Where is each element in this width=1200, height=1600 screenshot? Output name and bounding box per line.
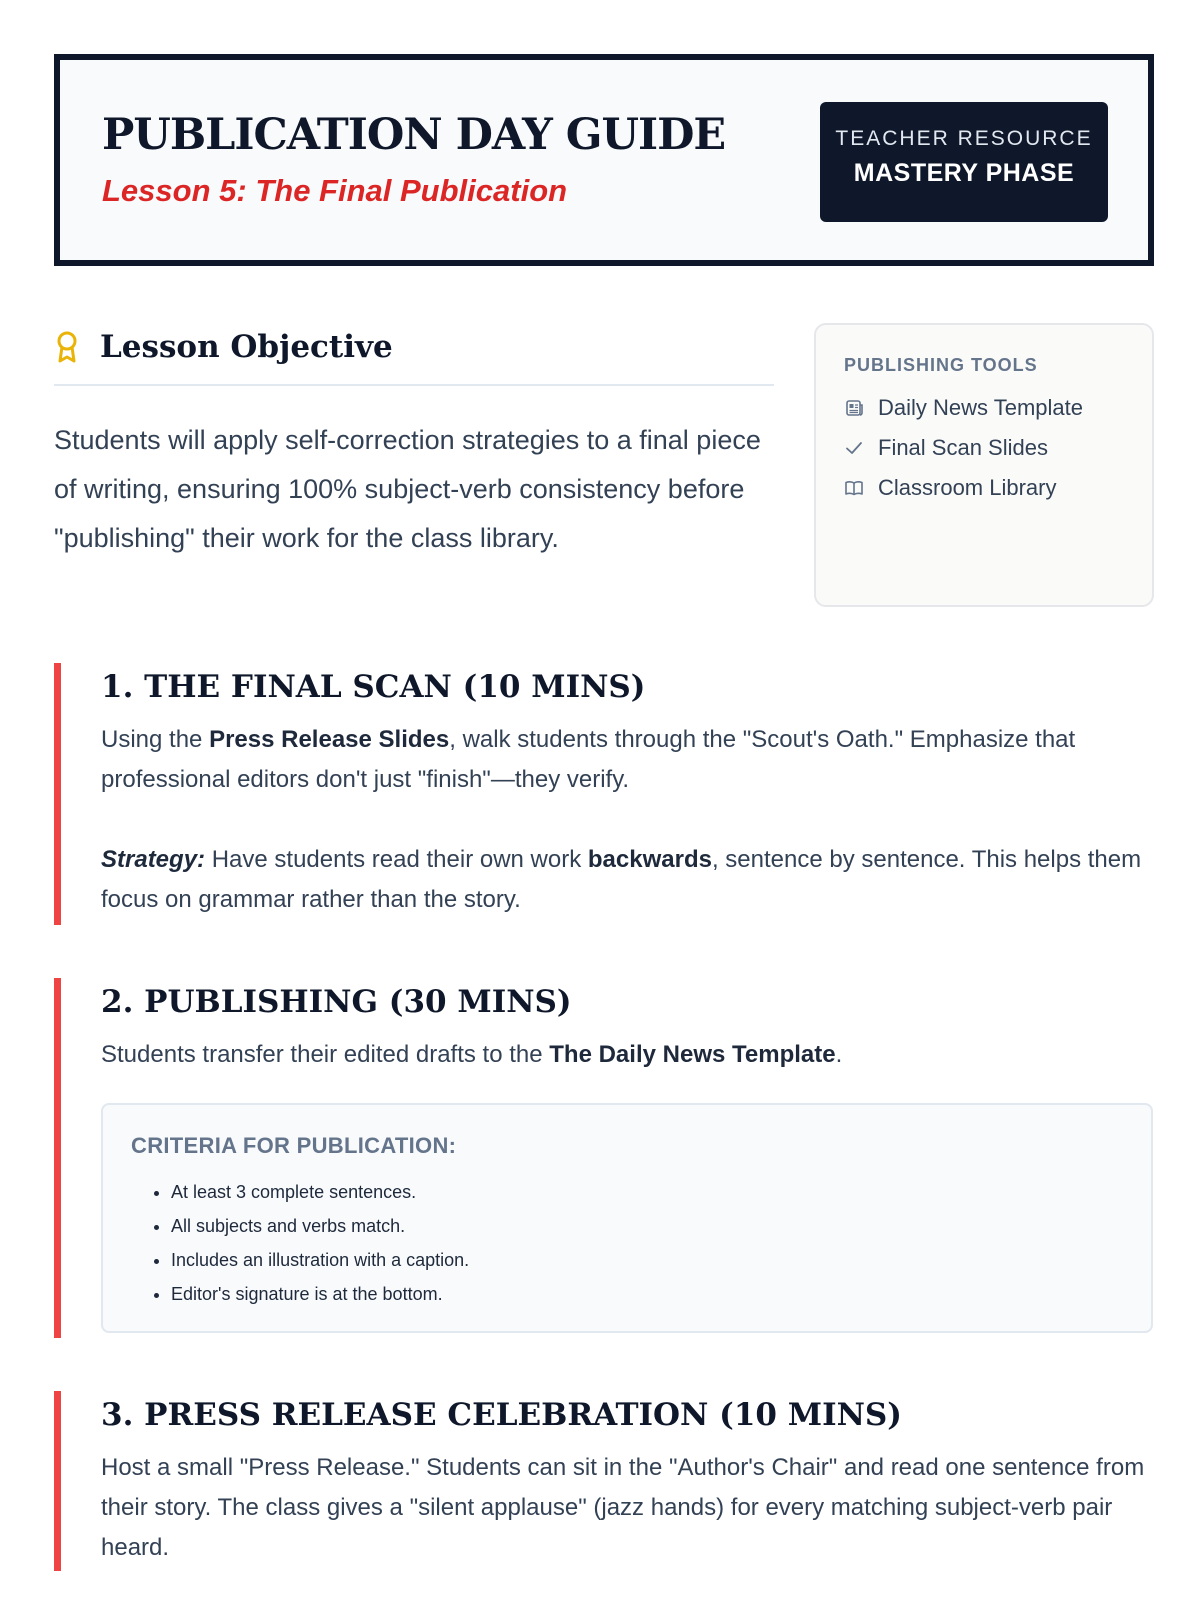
criteria-list: [131, 1175, 1123, 1311]
section-paragraph: Host a small "Press Release." Students can sit in the "Author's Chair" and read one sentence from their story. The class gives a "silent applause" (jazz hands) for every matching subject-verb pair heard.: [101, 1454, 1145, 1562]
badge-resource-label: TEACHER RESOURCE: [835, 127, 1093, 150]
book-icon: [844, 478, 864, 498]
strategy-paragraph: Strategy: Have students read their own work backwards, sentence by sentence. This helps them focus on grammar rather than the story.: [101, 846, 1142, 914]
section-celebration: [54, 1391, 1154, 1571]
page-title: PUBLICATION DAY GUIDE: [102, 110, 726, 160]
section-heading: 2. PUBLISHING (30 MINS): [101, 984, 572, 1020]
tool-label: Final Scan Slides: [878, 435, 1048, 460]
criteria-box: [101, 1103, 1153, 1333]
section-publishing: [54, 978, 1154, 1338]
tool-label: Daily News Template: [878, 395, 1084, 420]
phase-badge: [820, 102, 1108, 222]
objective-heading: Lesson Objective: [100, 329, 393, 365]
guide-header: [54, 54, 1154, 266]
objective-text: Students will apply self-correction strategies to a final piece of writing, ensuring 100% subject-verb consistency before "publishing" their work for the class library.: [54, 425, 761, 553]
list-item: • At least 3 complete sentences.: [171, 1175, 1123, 1209]
section-final-scan: [54, 663, 1154, 925]
tool-item-classroom-library[interactable]: [844, 468, 1124, 508]
section-paragraph: Students transfer their edited drafts to the The Daily News Template.: [101, 1041, 843, 1069]
section-heading: 1. THE FINAL SCAN (10 MINS): [101, 669, 646, 705]
list-item: • Editor's signature is at the bottom.: [171, 1277, 1123, 1311]
publishing-tools-card: [814, 323, 1154, 607]
section-paragraph: Using the Press Release Slides, walk students through the "Scout's Oath." Emphasize that professional editors don't just "finish"—they verify.: [101, 726, 1076, 794]
newspaper-icon: [844, 398, 864, 418]
list-item: • All subjects and verbs match.: [171, 1209, 1123, 1243]
award-icon: [54, 330, 80, 364]
tool-item-daily-news[interactable]: [844, 388, 1124, 428]
badge-phase-label: MASTERY PHASE: [853, 159, 1075, 187]
list-item: • Includes an illustration with a caption.: [171, 1243, 1123, 1277]
lesson-objective: [54, 322, 774, 563]
section-heading: 3. PRESS RELEASE CELEBRATION (10 MINS): [101, 1397, 902, 1433]
tools-label: PUBLISHING TOOLS: [844, 355, 1038, 375]
check-icon: [844, 438, 864, 458]
lesson-subtitle: Lesson 5: The Final Publication: [102, 173, 568, 208]
objective-heading-row: [54, 322, 774, 386]
criteria-label: CRITERIA FOR PUBLICATION:: [131, 1133, 457, 1159]
tool-label: Classroom Library: [878, 475, 1057, 500]
tool-item-final-scan[interactable]: [844, 428, 1124, 468]
